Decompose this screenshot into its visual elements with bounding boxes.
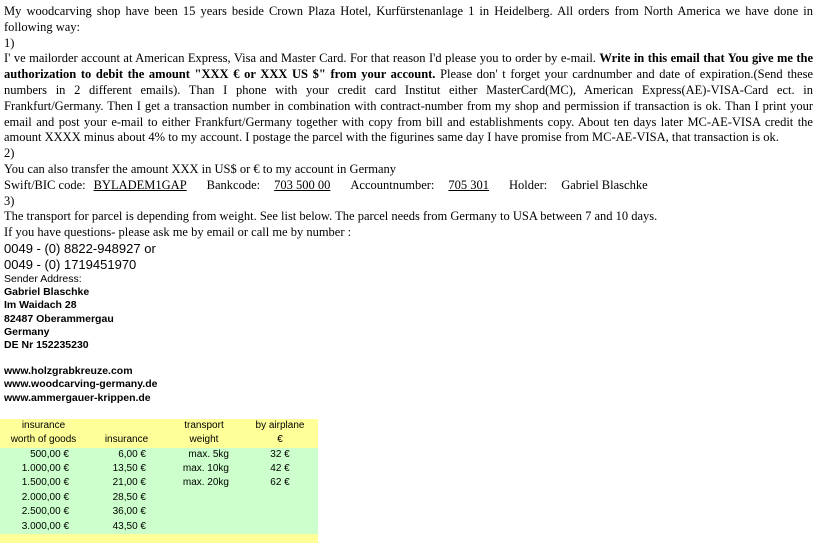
weight-cell [166, 505, 242, 519]
section-1-text-a: I' ve mailorder account at American Express, Visa and Master Card. For that reason I'd please you to order by e-mail. [4, 51, 596, 66]
table-footer-row [0, 534, 318, 543]
section-1-text-b: Please don' t forget your cardnumber and date of expiration.(Send these numbers in 2 different emails). Than I phone with your credit card Institut either MasterCard(MC), American Express(AE)-VISA-Card ect. in Frankfurt/Germany. Then I get a transaction number in combination with contract-number from my shop and permission if transaction is ok. Than I print your email and post your e-mail to either Frankfurt/Germany together with copy from bill and establishments copy. About ten days later MC-AE-VISA credit the amount XXXX minus about 4% to my account. I postage the parcel with the figurines same day I have promise from MC-AE-VISA, that transaction is ok. [4, 67, 814, 145]
insurance-cell: 43,50 € [112, 520, 146, 532]
table-header-row [0, 419, 318, 433]
website-link[interactable]: www.ammergauer-krippen.de [4, 391, 151, 404]
worth-cell: 3.000,00 € [21, 520, 69, 532]
column-header-worth-of-goods: worth of goods [10, 434, 77, 446]
weight-cell: max. 5kg [188, 448, 229, 460]
sender-country: Germany [4, 325, 50, 338]
column-header-insurance-worth: insurance [21, 419, 66, 431]
bank-details [4, 178, 813, 194]
section-2-text: You can also transfer the amount XXX in US$ or € to my account in Germany [4, 161, 397, 176]
sender-address-label: Sender Address: [4, 272, 82, 285]
account-label: Accountnumber: [350, 177, 435, 192]
airplane-price-cell: 42 € [270, 463, 290, 474]
weight-cell: max. 10kg [182, 463, 229, 474]
insurance-cell: 6,00 € [118, 448, 146, 460]
bankcode-label: Bankcode: [206, 177, 261, 192]
table-row [0, 505, 318, 519]
section-3-number: 3) [4, 193, 15, 208]
phone-number: 0049 - (0) 1719451970 [4, 256, 137, 272]
holder-value: Gabriel Blaschke [561, 177, 648, 192]
website-link[interactable]: www.holzgrabkreuze.com [4, 365, 133, 378]
section-2-number: 2) [4, 146, 15, 161]
worth-cell: 2.500,00 € [21, 506, 69, 518]
table-row [0, 491, 318, 505]
table-row [0, 462, 318, 476]
column-header-euro: € [277, 434, 283, 446]
weight-cell [166, 520, 242, 534]
questions-text: If you have questions- please ask me by email or call me by number : [4, 225, 352, 240]
column-header-airplane: by airplane [255, 419, 305, 431]
column-header-transport: transport [184, 419, 224, 431]
account-value: 705 301 [448, 177, 490, 192]
column-header-blank [87, 419, 166, 433]
worth-cell: 1.000,00 € [21, 463, 69, 474]
column-header-insurance: insurance [104, 434, 149, 446]
website-link[interactable]: www.woodcarving-germany.de [4, 378, 158, 391]
airplane-price-cell [242, 505, 318, 519]
shipping-price-table [0, 419, 318, 543]
insurance-cell: 28,50 € [112, 491, 146, 503]
insurance-cell: 13,50 € [112, 463, 146, 474]
sender-street: Im Waidach 28 [4, 299, 77, 312]
worth-cell: 1.500,00 € [21, 477, 69, 489]
airplane-price-cell [242, 520, 318, 534]
website-list [4, 365, 813, 405]
sender-address [4, 273, 813, 352]
table-row [0, 520, 318, 534]
worth-cell: 2.000,00 € [21, 491, 69, 503]
swift-value: BYLADEM1GAP [93, 177, 187, 192]
table-header-row [0, 433, 318, 447]
section-1-number: 1) [4, 35, 15, 50]
order-instructions [4, 4, 813, 241]
bankcode-value: 703 500 00 [274, 177, 331, 192]
intro-paragraph: My woodcarving shop have been 15 years beside Crown Plaza Hotel, Kurfürstenanlage 1 in Heidelberg. All orders from North America we have done in following way: [4, 4, 813, 34]
airplane-price-cell: 62 € [270, 477, 290, 489]
phone-numbers [4, 241, 813, 273]
sender-name: Gabriel Blaschke [4, 286, 90, 299]
table-row [0, 448, 318, 462]
table-row [0, 476, 318, 490]
phone-number: 0049 - (0) 8822-948927 or [4, 240, 156, 256]
insurance-cell: 36,00 € [112, 506, 146, 518]
weight-cell: max. 20kg [182, 477, 229, 489]
section-1-paragraph [4, 51, 813, 146]
swift-label: Swift/BIC code: [4, 177, 86, 192]
weight-cell [166, 491, 242, 505]
sender-vat-number: DE Nr 152235230 [4, 338, 89, 351]
section-3-text: The transport for parcel is depending from weight. See list below. The parcel needs from Germany to USA between 7 and 10 days. [4, 209, 658, 224]
column-header-weight: weight [189, 434, 219, 446]
worth-cell: 500,00 € [30, 448, 69, 460]
authorization-note: Write in this email that You give me the authorization to debit the amount "XXX € or XXX US $" from your account. [4, 51, 814, 82]
airplane-price-cell [242, 491, 318, 505]
insurance-cell: 21,00 € [112, 477, 146, 489]
sender-city: 82487 Oberammergau [4, 312, 114, 325]
table-footer-band [0, 534, 318, 543]
holder-label: Holder: [509, 177, 548, 192]
airplane-price-cell: 32 € [270, 448, 290, 460]
